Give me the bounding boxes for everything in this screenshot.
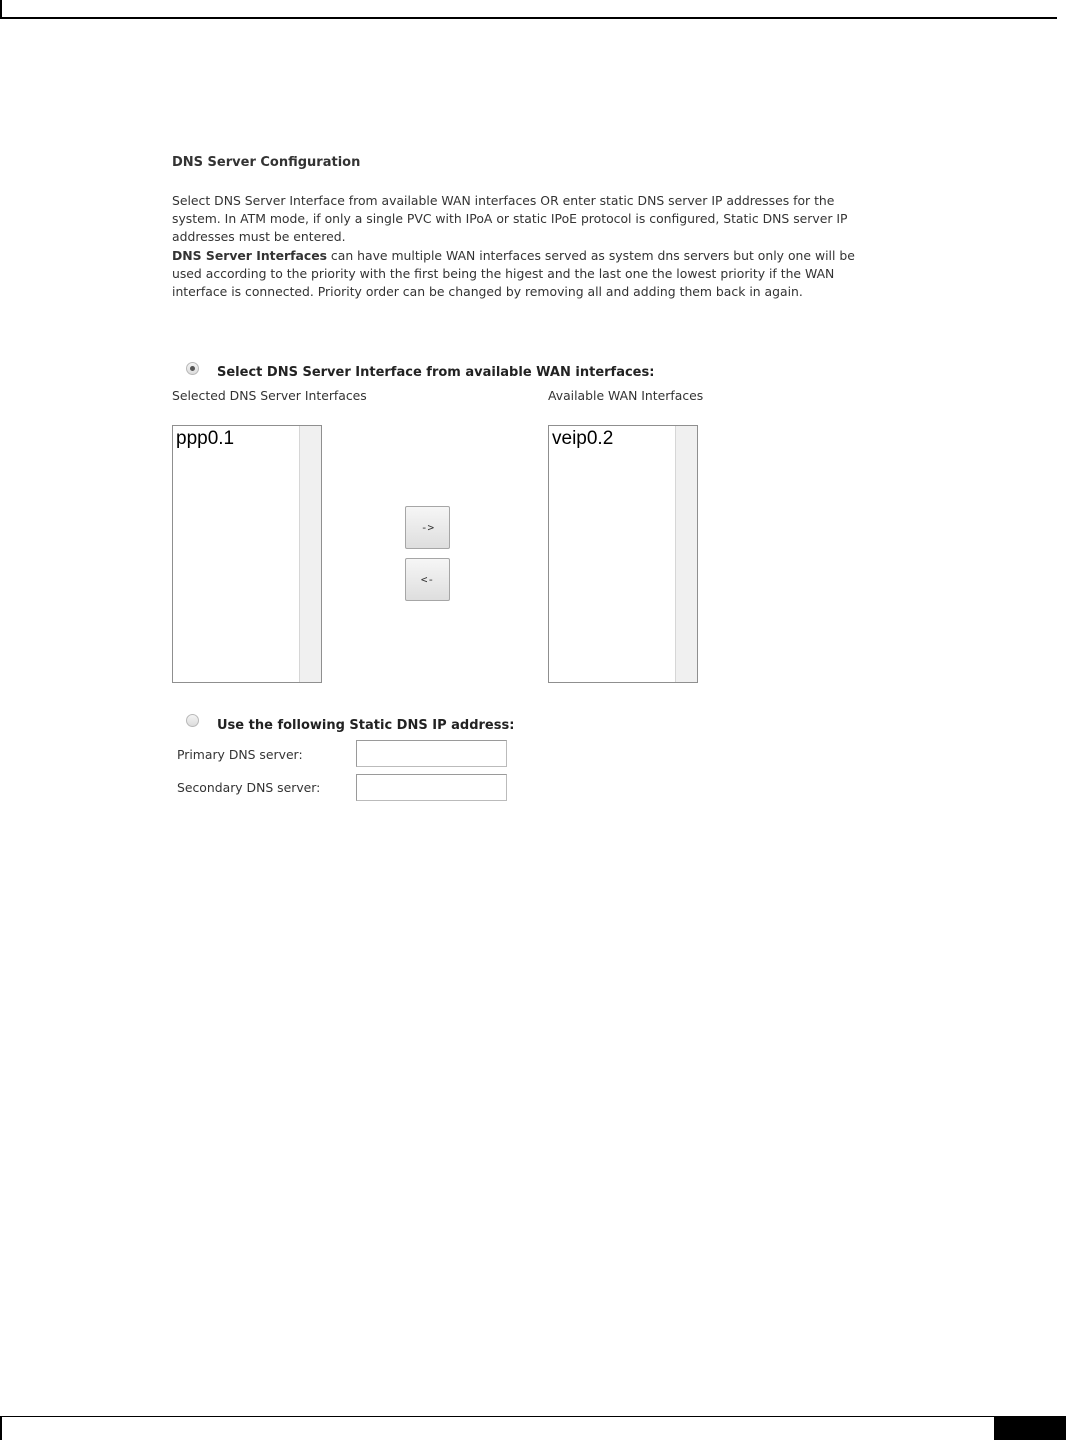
section-description — [172, 192, 887, 301]
static-dns-option-radio[interactable] — [186, 714, 199, 727]
description-bold-term: DNS Server Interfaces — [172, 247, 327, 263]
listbox-scrollbar[interactable] — [675, 426, 697, 682]
static-dns-option-label: Use the following Static DNS IP address: — [217, 718, 515, 733]
interface-option-label: Select DNS Server Interface from available WAN interfaces: — [217, 365, 655, 380]
available-interfaces-listbox[interactable] — [548, 425, 698, 683]
description-paragraph: Select DNS Server Interface from available WAN interfaces OR enter static DNS server IP addresses for the system. In ATM mode, if only a single PVC with IPoA or static IPoE protocol is configured, Static DNS server IP addresses must be entered. — [172, 193, 848, 245]
remove-interface-button[interactable]: <- — [405, 558, 450, 601]
secondary-dns-label: Secondary DNS server: — [177, 780, 321, 795]
selected-interfaces-listbox[interactable] — [172, 425, 322, 683]
available-interfaces-label: Available WAN Interfaces — [548, 388, 704, 403]
page-number-tab — [994, 1416, 1066, 1440]
primary-dns-label: Primary DNS server: — [177, 747, 303, 762]
primary-dns-input[interactable] — [356, 740, 507, 767]
secondary-dns-input[interactable] — [356, 774, 507, 801]
description-paragraph-2 — [172, 247, 887, 302]
selected-interfaces-label: Selected DNS Server Interfaces — [172, 388, 367, 403]
interface-option-radio[interactable] — [186, 362, 199, 375]
section-title: DNS Server Configuration — [172, 155, 361, 170]
add-interface-button[interactable]: -> — [405, 506, 450, 549]
list-item[interactable]: ppp0.1 — [176, 428, 235, 449]
description-text: can have multiple WAN interfaces served as system dns servers but only one will be used according to the priority with the first being the higest and the last one the lowest priority if the WAN interface is connected. Priority order can be changed by removing all and adding them back in again. — [172, 247, 855, 300]
page-header-rule — [0, 0, 1057, 19]
page-footer-rule — [0, 1416, 1066, 1440]
listbox-scrollbar[interactable] — [299, 426, 321, 682]
list-item[interactable]: veip0.2 — [552, 428, 614, 449]
